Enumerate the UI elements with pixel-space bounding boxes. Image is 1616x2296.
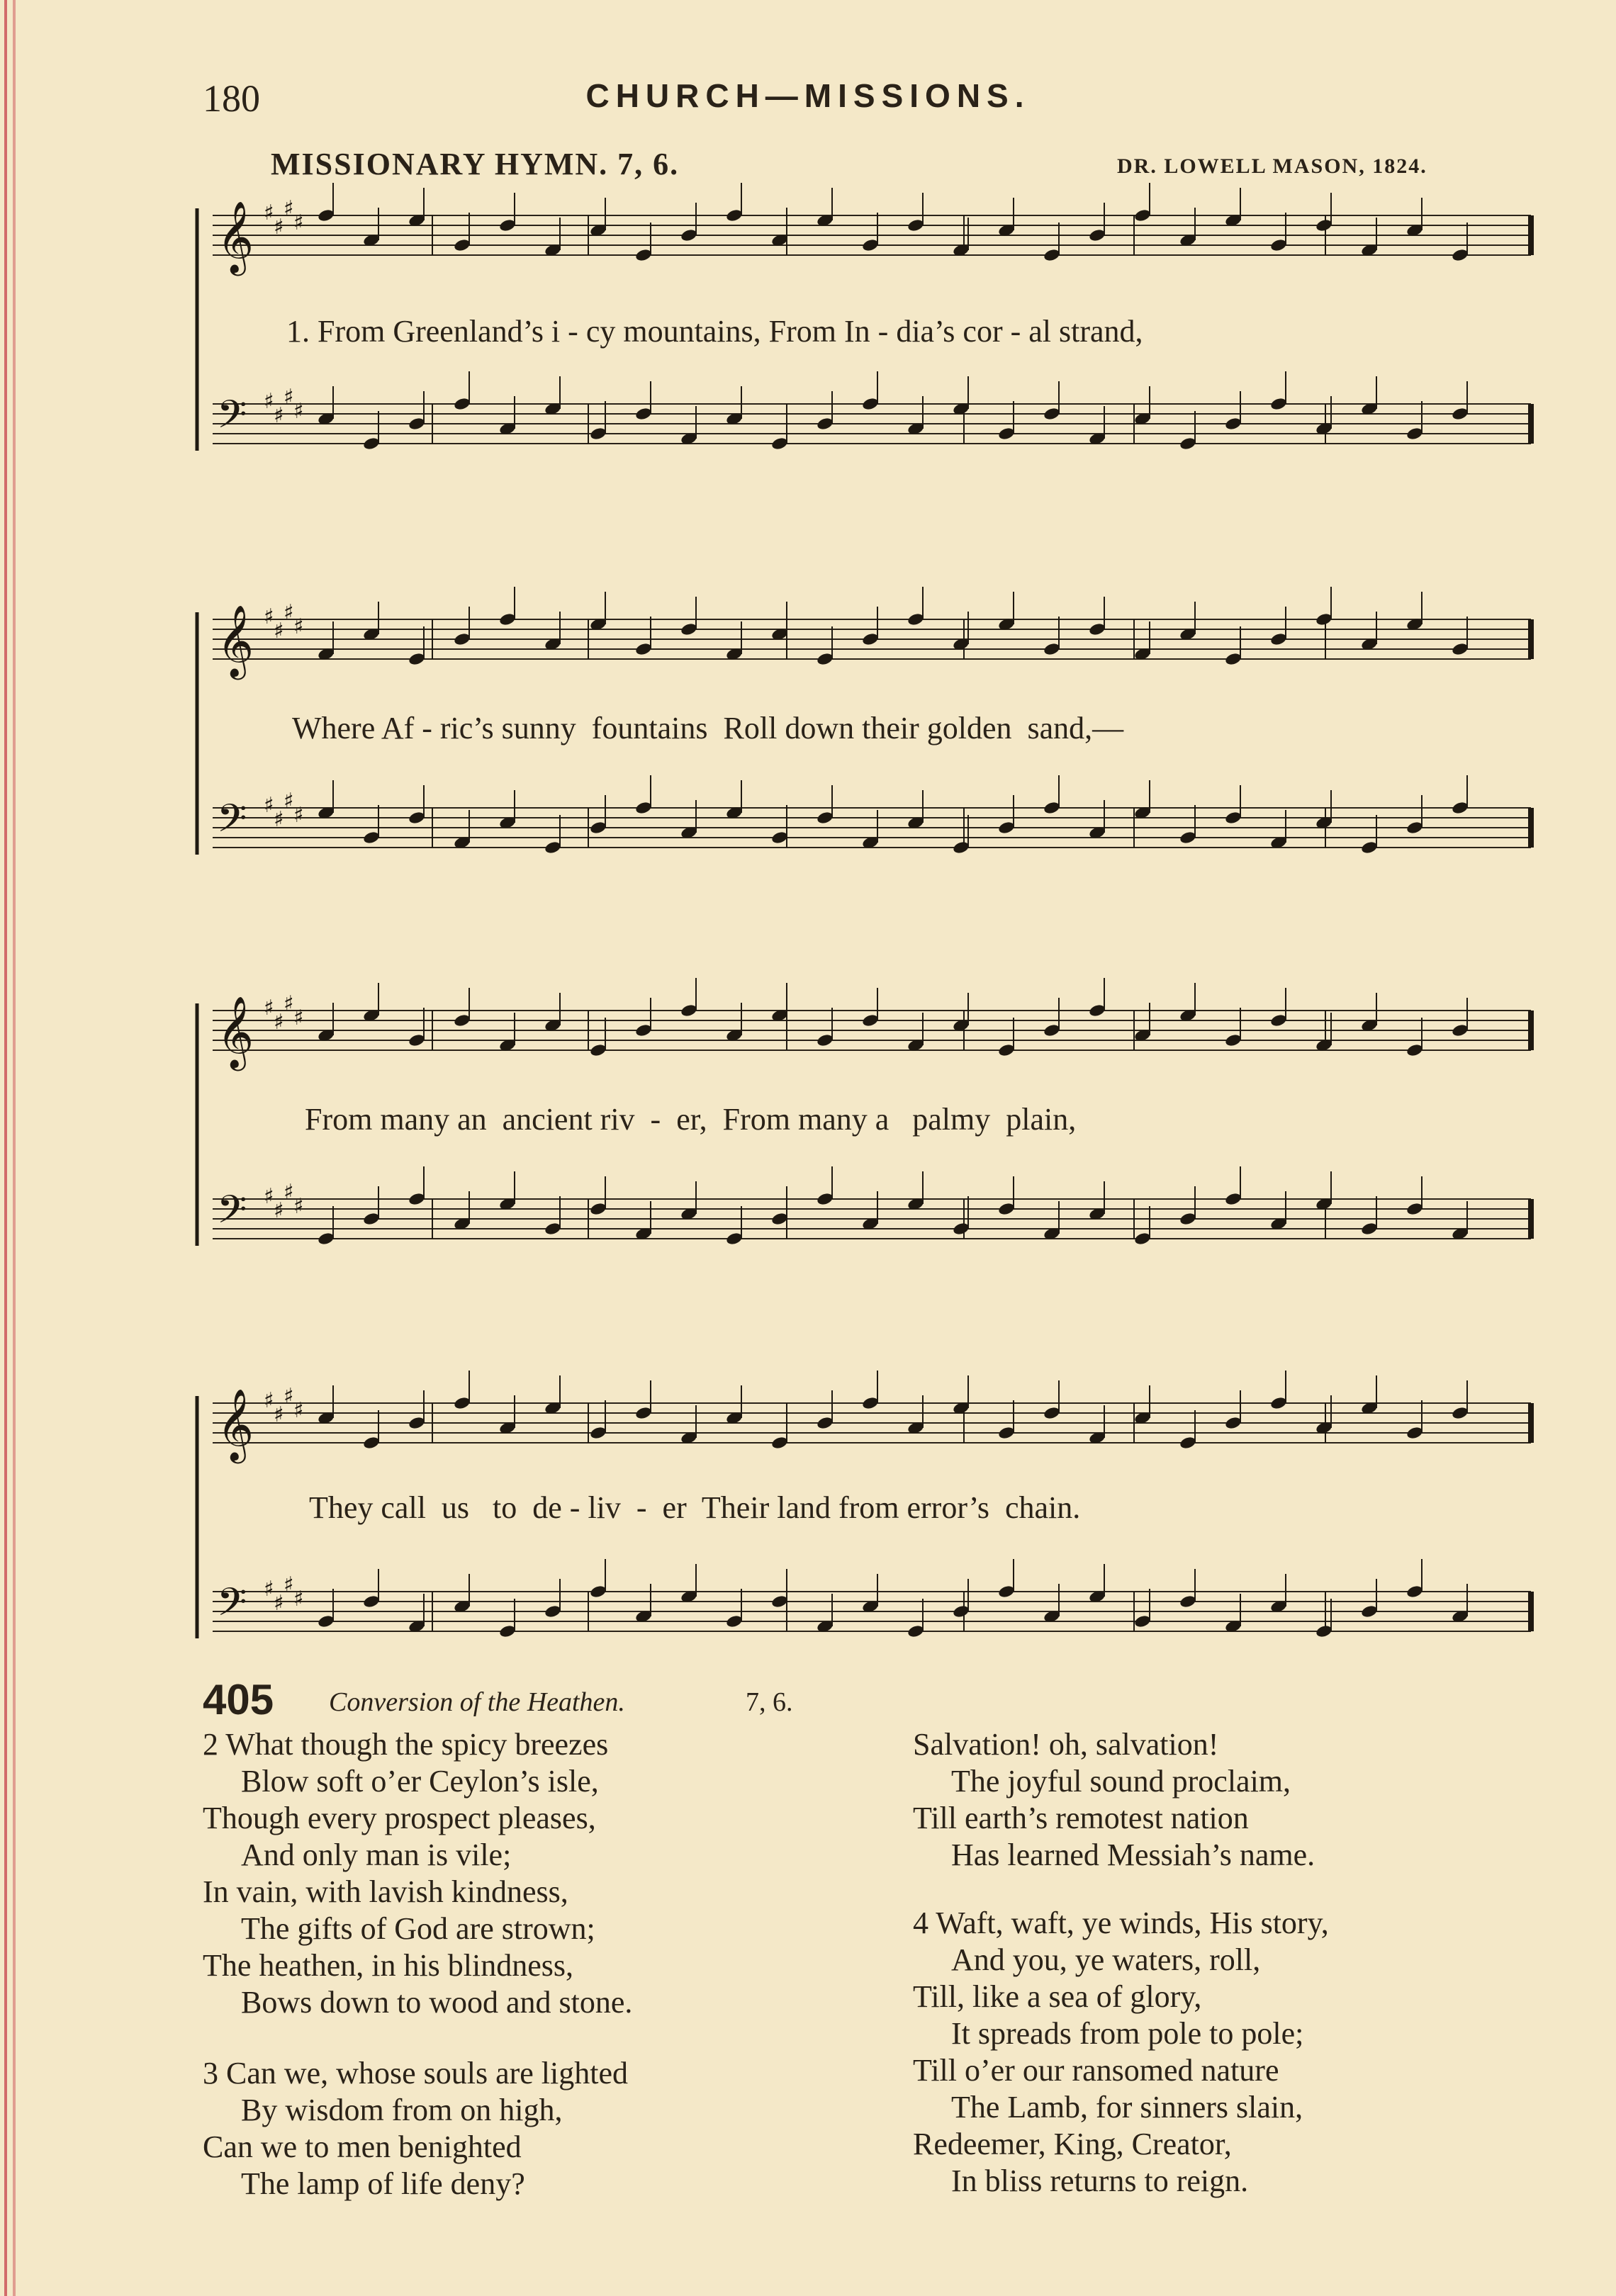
note-head <box>1451 248 1469 263</box>
note-head <box>816 1192 834 1207</box>
sharp-icon: ♯ <box>274 1402 284 1427</box>
note-head <box>544 1222 561 1237</box>
sharp-icon: ♯ <box>293 614 304 639</box>
note-head <box>907 612 924 627</box>
sharp-icon: ♯ <box>284 1384 294 1409</box>
verse-line: Redeemer, King, Creator, <box>913 2127 1232 2161</box>
note-head <box>1088 228 1106 243</box>
note-head <box>317 1232 335 1247</box>
note-head <box>408 1416 425 1431</box>
sharp-icon: ♯ <box>284 196 294 221</box>
bass-clef-icon: 𝄢 <box>217 1187 247 1242</box>
note-head <box>861 238 879 253</box>
verse-line: Though every prospect pleases, <box>203 1801 596 1835</box>
note-head <box>498 218 516 233</box>
note-head <box>453 397 471 412</box>
note-head <box>634 1023 652 1038</box>
note-head <box>1043 801 1060 816</box>
note-head <box>952 840 970 855</box>
verse-line: The heathen, in his blindness, <box>203 1948 574 1983</box>
note-head <box>1224 811 1242 826</box>
note-head <box>1224 1192 1242 1207</box>
note-head <box>1179 1594 1196 1609</box>
verse-line: The joyful sound proclaim, <box>951 1764 1291 1799</box>
treble-clef-icon: 𝄞 <box>217 1388 254 1461</box>
sharp-icon: ♯ <box>264 996 274 1020</box>
note-head <box>770 1212 788 1227</box>
note-head <box>634 1406 652 1421</box>
note-head <box>997 427 1015 441</box>
sharp-icon: ♯ <box>274 1591 284 1616</box>
hymn-number: 405 <box>203 1676 274 1723</box>
note-head <box>816 652 834 667</box>
note-head <box>907 218 924 233</box>
sharp-icon: ♯ <box>274 619 284 643</box>
note-head <box>1088 1003 1106 1018</box>
verse-line: Blow soft o’er Ceylon’s isle, <box>241 1764 599 1799</box>
verse-line: 4 Waft, waft, ye winds, His story, <box>913 1906 1329 1940</box>
note-head <box>589 1043 607 1058</box>
note-head <box>725 1614 743 1629</box>
note-head <box>634 801 652 816</box>
note-head <box>680 228 697 243</box>
sharp-icon: ♯ <box>284 789 294 814</box>
note-head <box>1451 801 1469 816</box>
note-head <box>1224 1033 1242 1048</box>
lyric-line: 1. From Greenland’s i - cy mountains, From In - dia’s cor - al strand, <box>286 314 1143 349</box>
note-head <box>453 632 471 647</box>
note-head <box>362 1594 380 1609</box>
hymn-title: Conversion of the Heathen. <box>329 1687 625 1717</box>
verse-line: And you, ye waters, roll, <box>951 1942 1261 1977</box>
sharp-icon: ♯ <box>284 1180 294 1205</box>
composer-credit: DR. LOWELL MASON, 1824. <box>1117 154 1427 178</box>
note-head <box>770 437 788 451</box>
note-head <box>1451 407 1469 422</box>
note-head <box>589 1426 607 1441</box>
note-head <box>1360 840 1378 855</box>
music-system <box>191 595 1538 900</box>
note-head <box>861 1396 879 1411</box>
note-head <box>589 427 607 441</box>
verse-line: And only man is vile; <box>241 1838 512 1872</box>
note-head <box>634 642 652 657</box>
note-head <box>634 407 652 422</box>
page-number: 180 <box>203 77 260 120</box>
verse-line: In vain, with lavish kindness, <box>203 1874 568 1909</box>
note-head <box>408 417 425 432</box>
note-head <box>317 1614 335 1629</box>
note-head <box>589 1585 607 1599</box>
note-head <box>1133 1232 1151 1247</box>
note-head <box>362 1436 380 1451</box>
note-head <box>1269 632 1287 647</box>
note-head <box>1043 407 1060 422</box>
staff-pair <box>191 1379 1538 1684</box>
sharp-icon: ♯ <box>274 1010 284 1035</box>
verse-line: The Lamb, for sinners slain, <box>951 2090 1303 2125</box>
sharp-icon: ♯ <box>274 215 284 240</box>
verse-line: Has learned Messiah’s name. <box>951 1838 1315 1872</box>
note-head <box>1315 1624 1332 1639</box>
verse-line: Salvation! oh, salvation! <box>913 1727 1219 1762</box>
note-head <box>1269 1396 1287 1411</box>
note-head <box>861 1013 879 1028</box>
note-head <box>453 238 471 253</box>
note-head <box>770 1436 788 1451</box>
verse-line: The lamp of life deny? <box>241 2166 525 2201</box>
note-head <box>1179 831 1196 845</box>
note-head <box>408 652 425 667</box>
note-head <box>362 831 380 845</box>
note-head <box>1133 208 1151 223</box>
sharp-icon: ♯ <box>293 1398 304 1423</box>
verse-line: Bows down to wood and stone. <box>241 1985 633 2020</box>
verse-line: Till, like a sea of glory, <box>913 1979 1202 2014</box>
note-head <box>997 1585 1015 1599</box>
note-head <box>1179 1436 1196 1451</box>
note-head <box>816 1416 834 1431</box>
note-head <box>861 632 879 647</box>
note-head <box>634 248 652 263</box>
bass-clef-icon: 𝄢 <box>217 392 247 446</box>
sharp-icon: ♯ <box>274 1198 284 1223</box>
music-system <box>191 1379 1538 1684</box>
note-head <box>861 397 879 412</box>
sharp-icon: ♯ <box>264 389 274 414</box>
note-head <box>453 1013 471 1028</box>
tune-title: MISSIONARY HYMN. 7, 6. <box>271 147 680 181</box>
note-head <box>498 1624 516 1639</box>
note-head <box>1043 248 1060 263</box>
hymn-meter: 7, 6. <box>746 1687 793 1717</box>
note-head <box>408 811 425 826</box>
sharp-icon: ♯ <box>264 1184 274 1209</box>
note-head <box>1043 1023 1060 1038</box>
note-head <box>589 821 607 835</box>
note-head <box>317 208 335 223</box>
music-system <box>191 986 1538 1291</box>
note-head <box>1043 1406 1060 1421</box>
note-head <box>1179 1212 1196 1227</box>
sharp-icon: ♯ <box>264 1388 274 1413</box>
note-head <box>1360 1604 1378 1619</box>
verse-line: Till o’er our ransomed nature <box>913 2053 1279 2088</box>
note-head <box>1224 1416 1242 1431</box>
sharp-icon: ♯ <box>293 399 304 424</box>
note-head <box>952 1604 970 1619</box>
bass-clef-icon: 𝄢 <box>217 796 247 850</box>
sharp-icon: ♯ <box>284 1572 294 1597</box>
sharp-icon: ♯ <box>293 1194 304 1219</box>
verse-line: Till earth’s remotest nation <box>913 1801 1249 1835</box>
note-head <box>1269 397 1287 412</box>
verse-line: By wisdom from on high, <box>241 2093 563 2127</box>
note-head <box>1269 238 1287 253</box>
note-head <box>1179 437 1196 451</box>
note-head <box>1269 1013 1287 1028</box>
verse-line: In bliss returns to reign. <box>951 2163 1249 2198</box>
note-head <box>997 821 1015 835</box>
sharp-icon: ♯ <box>274 403 284 428</box>
running-head: CHURCH—MISSIONS. <box>585 77 1031 114</box>
note-head <box>952 1222 970 1237</box>
verse-line: 3 Can we, whose souls are lighted <box>203 2056 628 2090</box>
treble-clef-icon: 𝄞 <box>217 995 254 1068</box>
verse-line: It spreads from pole to pole; <box>951 2016 1304 2051</box>
note-head <box>997 1426 1015 1441</box>
note-head <box>816 417 834 432</box>
lyric-line: They call us to de - liv - er Their land from error’s chain. <box>309 1490 1081 1525</box>
note-head <box>1360 1222 1378 1237</box>
note-head <box>1405 1426 1423 1441</box>
note-head <box>1315 612 1332 627</box>
note-head <box>498 612 516 627</box>
sharp-icon: ♯ <box>284 600 294 625</box>
note-head <box>770 1594 788 1609</box>
note-head <box>408 1033 425 1048</box>
lyric-line: Where Af - ric’s sunny fountains Roll down their golden sand,— <box>292 711 1124 745</box>
note-head <box>816 811 834 826</box>
note-head <box>1224 417 1242 432</box>
sharp-icon: ♯ <box>264 793 274 818</box>
sharp-icon: ♯ <box>293 1006 304 1030</box>
page-edge-line <box>4 0 7 2296</box>
note-head <box>907 1624 924 1639</box>
note-head <box>1133 1614 1151 1629</box>
verse-line: 2 What though the spicy breezes <box>203 1727 609 1762</box>
note-head <box>1405 821 1423 835</box>
sharp-icon: ♯ <box>264 604 274 629</box>
note-head <box>680 1003 697 1018</box>
note-head <box>453 1396 471 1411</box>
note-head <box>1315 218 1332 233</box>
sharp-icon: ♯ <box>293 803 304 828</box>
note-head <box>544 840 561 855</box>
note-head <box>1405 1202 1423 1217</box>
note-head <box>1451 1023 1469 1038</box>
note-head <box>770 831 788 845</box>
note-head <box>1451 1406 1469 1421</box>
treble-clef-icon: 𝄞 <box>217 200 254 273</box>
note-head <box>362 437 380 451</box>
note-head <box>544 1604 561 1619</box>
sharp-icon: ♯ <box>284 991 294 1016</box>
note-head <box>725 1232 743 1247</box>
note-head <box>408 1192 425 1207</box>
sharp-icon: ♯ <box>293 210 304 235</box>
note-head <box>1043 642 1060 657</box>
sharp-icon: ♯ <box>293 1587 304 1611</box>
note-head <box>1405 1043 1423 1058</box>
note-head <box>1405 1585 1423 1599</box>
sharp-icon: ♯ <box>264 1577 274 1602</box>
treble-clef-icon: 𝄞 <box>217 604 254 677</box>
note-head <box>362 1212 380 1227</box>
note-head <box>1451 642 1469 657</box>
sharp-icon: ♯ <box>264 201 274 225</box>
note-head <box>816 1033 834 1048</box>
note-head <box>680 622 697 637</box>
staff-pair <box>191 595 1538 900</box>
note-head <box>589 1202 607 1217</box>
lyric-line: From many an ancient riv - er, From many a palmy plain, <box>305 1102 1077 1137</box>
page-edge-line <box>13 0 16 2296</box>
note-head <box>725 208 743 223</box>
note-head <box>1088 622 1106 637</box>
note-head <box>1224 652 1242 667</box>
sharp-icon: ♯ <box>284 385 294 410</box>
note-head <box>997 1043 1015 1058</box>
note-head <box>997 1202 1015 1217</box>
staff-pair <box>191 986 1538 1291</box>
verse-line: The gifts of God are strown; <box>241 1911 595 1946</box>
verse-line: Can we to men benighted <box>203 2129 522 2164</box>
sharp-icon: ♯ <box>274 807 284 832</box>
bass-clef-icon: 𝄢 <box>217 1580 247 1634</box>
note-head <box>1405 427 1423 441</box>
